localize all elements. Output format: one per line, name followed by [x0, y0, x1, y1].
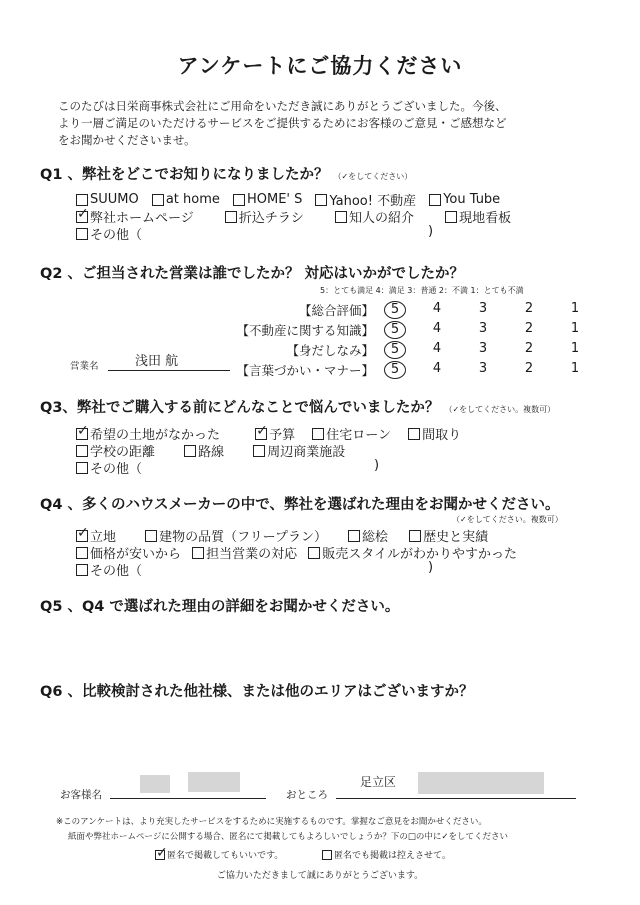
- q6-text: Q6 、比較検討された他社様、または他のエリアはございますか？: [40, 684, 474, 700]
- q4-options-row2: [76, 543, 517, 563]
- option-label: 希望の土地がなかった: [90, 428, 221, 443]
- q2-row: [230, 360, 590, 380]
- score-3[interactable]: 3: [478, 341, 488, 356]
- score-1[interactable]: 1: [570, 341, 580, 356]
- checkbox[interactable]: [312, 428, 324, 440]
- redacted-name: [188, 772, 240, 792]
- option-label: 学校の距離: [90, 445, 156, 460]
- q2-row-label: 【総合評価】: [298, 303, 374, 318]
- checkbox[interactable]: [322, 850, 332, 860]
- q1-option-referral[interactable]: [335, 207, 414, 226]
- option-label: at home: [165, 192, 220, 207]
- score-3[interactable]: 3: [478, 301, 488, 316]
- score-3[interactable]: 3: [478, 321, 488, 336]
- checkbox[interactable]: [76, 228, 88, 240]
- redacted-address: [418, 772, 544, 794]
- q1-note: （✓をしてください）: [333, 172, 413, 181]
- checkbox[interactable]: [76, 547, 88, 559]
- option-label: Yahoo! 不動産: [329, 194, 417, 209]
- option-label: 予算: [269, 428, 296, 443]
- score-4[interactable]: 4: [432, 321, 442, 336]
- q1-option-homes[interactable]: [233, 192, 302, 207]
- option-label: その他（: [90, 564, 143, 579]
- customer-name-underline: [110, 798, 266, 799]
- option-label: 価格が安いから: [90, 547, 182, 562]
- staff-name-underline: [108, 370, 230, 371]
- option-label: 建物の品質（フリープラン）: [159, 530, 327, 545]
- q5-answer-area[interactable]: [60, 620, 600, 670]
- option-label: 現地看板: [459, 211, 512, 226]
- intro-text: [58, 98, 507, 149]
- checkbox[interactable]: [408, 428, 420, 440]
- q3-option-commerce[interactable]: [253, 441, 345, 460]
- notice-line-2: 紙面や弊社ホームページに公開する場合、匿名にて掲載してもよろしいでしょうか？下の□の中に✓をしてください: [68, 832, 508, 842]
- consent-yes[interactable]: [155, 848, 283, 863]
- q2-row: [230, 340, 590, 360]
- checkbox[interactable]: [76, 462, 88, 474]
- option-label: 匿名で掲載してもいいです。: [167, 851, 284, 861]
- checkbox[interactable]: [184, 445, 196, 457]
- q4-other-close: ): [428, 560, 434, 575]
- option-label: 周辺商業施設: [267, 445, 346, 460]
- q2-text: Q2 、ご担当された営業は誰でしたか？ 対応はいかがでしたか？: [40, 266, 465, 282]
- q2-staff-name: 浅田 航: [135, 354, 179, 369]
- q1-option-flyer[interactable]: [225, 207, 304, 226]
- q2-scale-header: 5：とても満足 4：満足 3：普通 2：不満 1：とても不満: [320, 286, 524, 295]
- q1-question: [40, 163, 412, 184]
- q2-row: [230, 300, 590, 320]
- notice-line-1: ※このアンケートは、より充実したサービスをするために実施するものです。掌握なご意見をお聞かせください。: [56, 817, 487, 827]
- consent-no[interactable]: [322, 848, 451, 863]
- score-5-selected[interactable]: 5: [384, 321, 406, 339]
- checkbox[interactable]: [225, 211, 237, 223]
- checkbox[interactable]: [315, 194, 327, 206]
- q3-option-route[interactable]: [184, 441, 224, 460]
- checkbox[interactable]: [253, 445, 265, 457]
- address-label: おところ: [286, 789, 328, 801]
- score-5-selected[interactable]: 5: [384, 341, 406, 359]
- option-label: 総桧: [362, 530, 389, 545]
- q2-rating-table: [230, 300, 590, 380]
- q3-option-layout[interactable]: [408, 424, 461, 443]
- checkbox[interactable]: [155, 850, 165, 860]
- score-4[interactable]: 4: [432, 361, 442, 376]
- q2-row-label: 【身だしなみ】: [286, 343, 374, 358]
- checkbox[interactable]: [76, 211, 88, 223]
- option-label: 住宅ローン: [326, 428, 391, 443]
- score-1[interactable]: 1: [570, 321, 580, 336]
- score-5-selected[interactable]: 5: [384, 301, 406, 319]
- checkbox[interactable]: [76, 428, 88, 440]
- option-label: その他（: [90, 462, 143, 477]
- score-1[interactable]: 1: [570, 301, 580, 316]
- checkbox[interactable]: [76, 530, 88, 542]
- option-label: 間取り: [422, 428, 462, 443]
- score-3[interactable]: 3: [478, 361, 488, 376]
- checkbox[interactable]: [255, 428, 267, 440]
- q6-answer-area[interactable]: [60, 705, 600, 765]
- q3-text: Q3、弊社でご購入する前にどんなことで悩んでいましたか？: [40, 400, 440, 416]
- checkbox[interactable]: [233, 194, 245, 206]
- page-title: アンケートにご協力ください: [177, 54, 463, 78]
- checkbox[interactable]: [76, 445, 88, 457]
- q3-question: [40, 396, 555, 417]
- checkbox[interactable]: [308, 547, 320, 559]
- q2-row-label: 【不動産に関する知識】: [236, 323, 374, 338]
- q4-option-sales-style[interactable]: [308, 543, 517, 562]
- q5-text: Q5 、Q4 で選ばれた理由の詳細をお聞かせください。: [40, 599, 400, 615]
- checkbox[interactable]: [409, 530, 421, 542]
- thanks-text: ご協力いただきまして誠にありがとうございます。: [216, 871, 424, 881]
- score-5-selected[interactable]: 5: [384, 361, 406, 379]
- option-label: 弊社ホームページ: [90, 211, 194, 226]
- q1-option-youtube[interactable]: [429, 192, 500, 207]
- q1-option-signboard[interactable]: [445, 207, 511, 226]
- address-value: 足立区: [360, 775, 397, 789]
- option-label: 匿名でも掲載は控えさせて。: [334, 851, 451, 861]
- checkbox[interactable]: [348, 530, 360, 542]
- option-label: SUUMO: [90, 192, 139, 207]
- option-label: 立地: [90, 530, 117, 545]
- q2-row: [230, 320, 590, 340]
- option-label: 歴史と実績: [423, 530, 489, 545]
- checkbox[interactable]: [76, 194, 88, 206]
- q2-staff-label: 営業名: [70, 361, 99, 372]
- q2-row-label: 【言葉づかい・マナー】: [236, 363, 374, 378]
- score-1[interactable]: 1: [570, 361, 580, 376]
- q4-other[interactable]: [76, 560, 142, 580]
- option-label: You Tube: [443, 192, 501, 207]
- q3-other[interactable]: [76, 458, 142, 478]
- score-2[interactable]: 2: [524, 321, 534, 336]
- score-2[interactable]: 2: [524, 301, 534, 316]
- option-label: 販売スタイルがわかりやすかった: [322, 547, 517, 562]
- option-label: 折込チラシ: [238, 211, 304, 226]
- option-label: 路線: [198, 445, 225, 460]
- q1-text: Q1 、弊社をどこでお知りになりましたか？: [40, 167, 329, 183]
- option-label: 知人の紹介: [348, 211, 414, 226]
- checkbox[interactable]: [335, 211, 347, 223]
- q4-note: （✓をしてください。複数可）: [452, 515, 563, 524]
- customer-name-label: お客様名: [60, 789, 102, 801]
- option-label: 担当営業の対応: [206, 547, 298, 562]
- checkbox[interactable]: [192, 547, 204, 559]
- score-2[interactable]: 2: [524, 361, 534, 376]
- score-2[interactable]: 2: [524, 341, 534, 356]
- checkbox[interactable]: [152, 194, 164, 206]
- intro-line: をお聞かせくださいませ。: [58, 133, 196, 147]
- option-label: HOME' S: [246, 192, 303, 207]
- score-4[interactable]: 4: [432, 341, 442, 356]
- checkbox[interactable]: [145, 530, 157, 542]
- intro-line: より一層ご満足のいただけるサービスをご提供するためにお客様のご意見・ご感想など: [58, 116, 507, 130]
- q1-other[interactable]: [76, 224, 142, 244]
- checkbox[interactable]: [429, 194, 441, 206]
- score-4[interactable]: 4: [432, 301, 442, 316]
- q4-option-staff[interactable]: [192, 543, 297, 562]
- address-underline: [336, 798, 576, 799]
- q3-note: （✓をしてください。複数可）: [444, 405, 556, 414]
- redacted-name: [140, 775, 170, 793]
- checkbox[interactable]: [76, 564, 88, 576]
- q4-text: Q4 、多くのハウスメーカーの中で、弊社を選ばれた理由をお聞かせください。: [40, 497, 560, 513]
- q3-other-close: ): [374, 458, 380, 473]
- checkbox[interactable]: [445, 211, 457, 223]
- q1-other-close: ): [428, 224, 434, 239]
- intro-line: このたびは日栄商事株式会社にご用命をいただき誠にありがとうございました。今後、: [58, 99, 507, 113]
- option-label: その他（: [90, 228, 143, 243]
- q1-option-athome[interactable]: [152, 192, 220, 207]
